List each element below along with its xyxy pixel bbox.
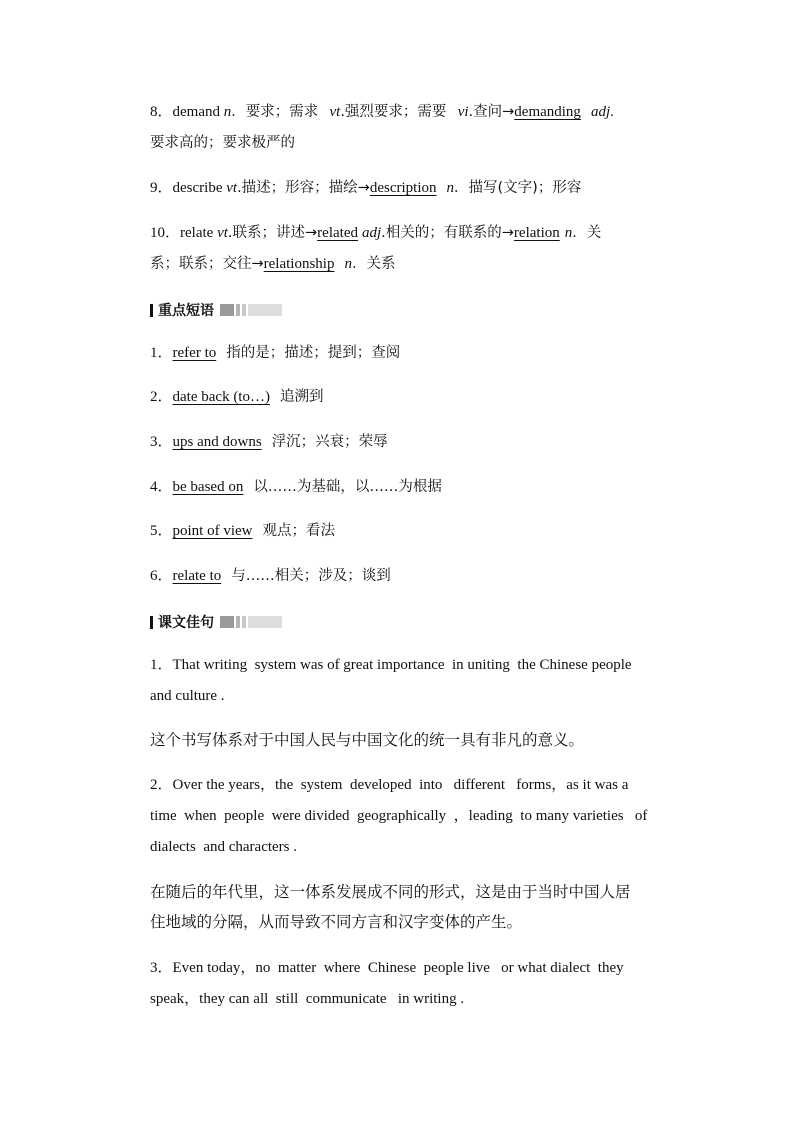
part-of-speech: n xyxy=(564,225,573,241)
decor-block xyxy=(220,304,234,316)
phrase-meaning: 追溯到 xyxy=(279,389,324,405)
sentence-1-line-1: 1．That writing system was of great importance in uniting the Chinese people xyxy=(150,657,632,673)
part-of-speech: vt xyxy=(226,180,238,196)
vocab-item-8 xyxy=(150,102,645,122)
part-of-speech: n xyxy=(223,104,232,120)
definition: .强烈要求；需要 xyxy=(340,104,447,120)
headword: demand xyxy=(172,104,220,120)
phrase-meaning: 以……为基础，以……为根据 xyxy=(253,479,442,495)
sentence-2-line-1: 2．Over the years，the system developed into different forms，as it was a xyxy=(150,777,629,793)
phrase-blank: refer to xyxy=(172,345,217,361)
phrase-item-4 xyxy=(150,477,645,497)
phrase-blank: be based on xyxy=(172,479,244,495)
phrase-item-5 xyxy=(150,521,645,541)
section-heading-sentences xyxy=(150,612,282,632)
item-number: 3． xyxy=(150,434,173,450)
derived-word-blank: related xyxy=(317,225,358,241)
definition: ．关系 xyxy=(351,256,396,272)
headword: relate xyxy=(180,225,214,241)
vocab-item-10 xyxy=(150,223,645,243)
phrase-meaning: 浮沉；兴衰；荣辱 xyxy=(271,434,388,450)
sentence-3-line-1: 3．Even today，no matter where Chinese people live or what dialect they xyxy=(150,960,624,976)
definition: ．要求；需求 xyxy=(231,104,319,120)
punctuation: . xyxy=(610,104,614,120)
sentence-2-line-2: time when people were divided geographically ，leading to many varieties of xyxy=(150,808,648,824)
derived-word-blank: demanding xyxy=(514,104,581,120)
part-of-speech: n xyxy=(344,256,352,272)
heading-bar xyxy=(150,304,153,317)
definition: ．描写(文字)；形容 xyxy=(454,180,582,196)
item-number: 6． xyxy=(150,568,173,584)
decor-block xyxy=(248,304,282,316)
derived-word-blank: description xyxy=(369,180,437,196)
vocab-item-9 xyxy=(150,178,645,198)
phrase-blank: date back (to…) xyxy=(172,389,270,405)
section-heading-phrases xyxy=(150,300,282,320)
decor-block xyxy=(220,616,234,628)
definition: .描述；形容；描绘→ xyxy=(237,180,370,196)
phrase-blank: point of view xyxy=(172,523,253,539)
definition: 系；联系；交往→ xyxy=(150,256,264,272)
sentence-1-translation: 这个书写体系对于中国人民与中国文化的统一具有非凡的意义。 xyxy=(150,731,585,749)
definition: .联系；讲述→ xyxy=(227,225,318,241)
sentence-2-translation-line-2: 住地域的分隔，从而导致不同方言和汉字变体的产生。 xyxy=(150,913,523,931)
derived-word-blank: relation xyxy=(513,225,560,241)
part-of-speech: vt xyxy=(329,104,341,120)
phrase-blank: relate to xyxy=(172,568,222,584)
phrase-item-2 xyxy=(150,387,645,407)
item-number: 5． xyxy=(150,523,173,539)
phrase-blank: ups and downs xyxy=(172,434,262,450)
item-number: 10． xyxy=(150,225,181,241)
part-of-speech: n xyxy=(446,180,454,196)
part-of-speech: adj xyxy=(361,225,382,241)
item-number: 1． xyxy=(150,345,173,361)
phrase-item-1 xyxy=(150,343,645,363)
definition: .相关的；有联系的→ xyxy=(381,225,514,241)
phrase-item-6 xyxy=(150,566,645,586)
derived-word-blank: relationship xyxy=(263,256,335,272)
sentence-2-translation-line-1: 在随后的年代里，这一体系发展成不同的形式，这是由于当时中国人居 xyxy=(150,883,631,901)
section-title: 课文佳句 xyxy=(158,615,214,631)
item-number: 8． xyxy=(150,104,173,120)
phrase-item-3 xyxy=(150,432,645,452)
heading-decoration xyxy=(220,616,282,628)
definition: ．关 xyxy=(572,225,602,241)
phrase-meaning: 指的是；描述；提到；查阅 xyxy=(226,345,401,361)
section-title: 重点短语 xyxy=(158,303,214,319)
phrase-meaning: 与……相关；涉及；谈到 xyxy=(231,568,391,584)
phrase-meaning: 观点；看法 xyxy=(262,523,336,539)
vocab-item-8-cont: 要求高的；要求极严的 xyxy=(150,135,295,151)
definition: .查问→ xyxy=(468,104,515,120)
heading-decoration xyxy=(220,304,282,316)
decor-block xyxy=(248,616,282,628)
part-of-speech: adj xyxy=(590,104,611,120)
part-of-speech: vi xyxy=(457,104,469,120)
sentence-3-line-2: speak，they can all still communicate in writing . xyxy=(150,991,465,1007)
item-number: 9． xyxy=(150,180,173,196)
item-number: 4． xyxy=(150,479,173,495)
sentence-1-line-2: and culture . xyxy=(150,688,225,704)
headword: describe xyxy=(172,180,223,196)
item-number: 2． xyxy=(150,389,173,405)
part-of-speech: vt xyxy=(217,225,228,241)
sentence-2-line-3: dialects and characters . xyxy=(150,839,298,855)
heading-bar xyxy=(150,616,153,629)
vocab-item-10-cont xyxy=(150,254,645,274)
